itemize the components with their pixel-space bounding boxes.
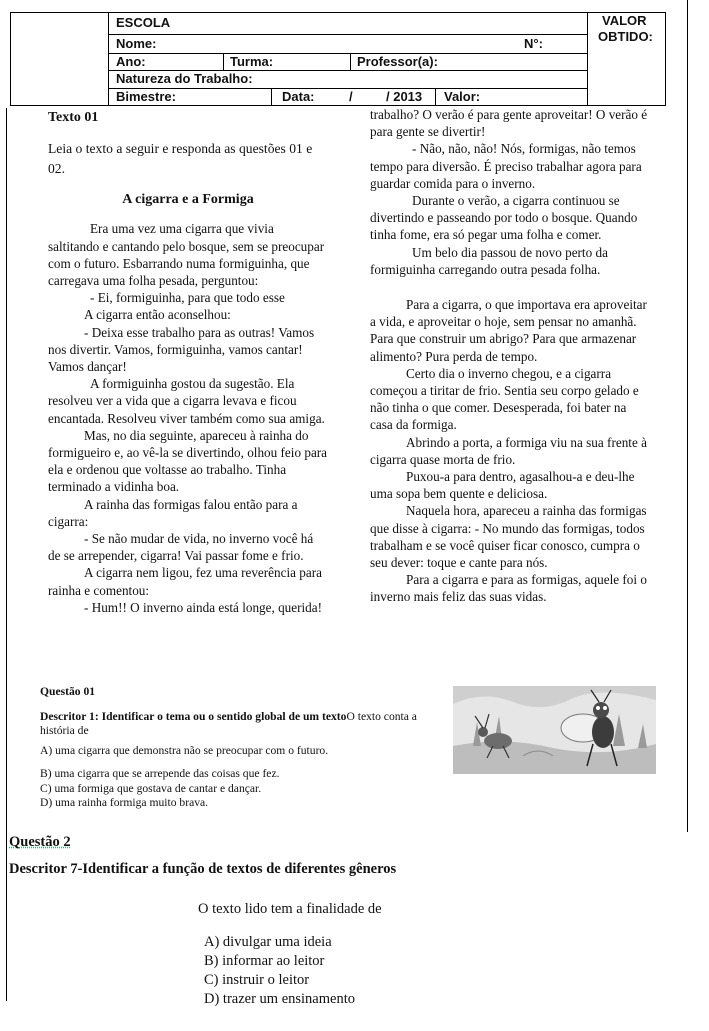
instruction: Leia o texto a seguir e responda as questões 01 e 02.	[48, 141, 313, 177]
question-2-stem: O texto lido tem a finalidade de	[198, 901, 382, 917]
header-divider	[108, 34, 588, 35]
numero-label: N°:	[524, 36, 543, 51]
question-2-title-text: Questão 2	[9, 834, 71, 850]
text-label: Texto 01	[48, 110, 99, 125]
page-border-right	[687, 0, 688, 832]
header-divider	[271, 88, 272, 105]
header-divider	[587, 12, 588, 105]
question-1-option-a[interactable]: A) uma cigarra que demonstra não se preocupar com o futuro.	[40, 743, 329, 757]
ano-label: Ano:	[116, 54, 146, 69]
data-separator: /	[349, 89, 353, 104]
header-divider	[223, 53, 224, 70]
question-2-options	[204, 933, 355, 1009]
question-1-stem: O texto conta a história de	[40, 709, 417, 737]
paragraph: A rainha das formigas falou então para a cigarra:	[48, 496, 298, 529]
header-divider	[350, 53, 351, 70]
paragraph: Naquela hora, apareceu a rainha das formigas que disse à cigarra: - No mundo das formigas, todos trabalham e se você quiser ficar conosco, cumpra o seu dever: toque e cante para nós.	[370, 503, 647, 571]
question-1-descriptor: Descritor 1: Identificar o tema ou o sentido global de um texto	[40, 709, 347, 723]
paragraph: - Ei, formiguinha, para que todo esse	[90, 290, 285, 306]
header-divider	[435, 88, 436, 105]
question-2-option-a[interactable]: A) divulgar uma ideia	[204, 934, 332, 950]
paragraph: Para a cigarra e para as formigas, aquele foi o inverno mais feliz das suas vidas.	[370, 572, 647, 605]
question-2-option-d[interactable]: D) trazer um ensinamento	[204, 991, 355, 1007]
escola-label: ESCOLA	[116, 15, 171, 30]
question-1-title: Questão 01	[40, 685, 96, 698]
paragraph: - Hum!! O inverno ainda está longe, querida!	[84, 599, 323, 615]
valor-obtido-label: OBTIDO:	[598, 29, 653, 44]
turma-label: Turma:	[230, 54, 274, 69]
header-divider	[108, 12, 109, 105]
paragraph: A formiguinha gostou da sugestão. Ela resolveu ver a vida que a cigarra levava e ficou encantada. Resolveu viver também como sua amiga.	[48, 376, 325, 426]
text-column-left	[48, 109, 328, 616]
question-1-option-b[interactable]: B) uma cigarra que se arrepende das coisas que fez.	[40, 767, 280, 780]
data-label: Data:	[282, 89, 315, 104]
header-divider	[108, 53, 588, 54]
question-2-title	[9, 833, 71, 851]
story-title: A cigarra e a Formiga	[122, 192, 254, 208]
paragraph: - Deixa esse trabalho para as outras! Vamos nos divertir. Vamos, formiguinha, vamos cantar! Vamos dançar!	[48, 324, 315, 375]
paragraph: Puxou-a para dentro, agasalhou-a e deu-lhe uma sopa bem quente e deliciosa.	[370, 469, 635, 502]
paragraph: Certo dia o inverno chegou, e a cigarra começou a tiritar de frio. Sentia seu corpo gelado e não tinha o que comer. Desesperada, foi bater na casa da formiga.	[370, 365, 639, 433]
paragraph: - Se não mudar de vida, no inverno você há de se arrepender, cigarra! Vai passar fome e frio.	[48, 531, 314, 564]
question-1-option-d[interactable]: D) uma rainha formiga muito brava.	[40, 796, 209, 809]
natureza-label: Natureza do Trabalho:	[116, 71, 253, 86]
text-column-right	[370, 106, 650, 606]
valor-label: Valor:	[444, 89, 481, 104]
cicada-ant-illustration	[453, 686, 656, 774]
header-divider	[108, 88, 588, 89]
data-year: / 2013	[386, 89, 423, 104]
page-border-left	[6, 108, 7, 1001]
nome-label: Nome:	[116, 36, 157, 51]
paragraph: Era uma vez uma cigarra que vivia saltitando e cantando pelo bosque, sem se preocupar com o futuro. Esbarrando numa formiguinha, que carregava uma folha pesada, perguntou:	[48, 221, 325, 289]
professor-label: Professor(a):	[357, 54, 438, 69]
paragraph: Um belo dia passou de novo perto da formiguinha carregando outra pesada folha.	[370, 244, 608, 277]
paragraph: Para a cigarra, o que importava era aproveitar a vida, e aproveitar o hoje, sem pensar no amanhã. Para que construir um abrigo? Para que armazenar alimento? Pura perda de tempo.	[370, 297, 647, 364]
question-2-option-c[interactable]: C) instruir o leitor	[204, 972, 310, 988]
paragraph: - Não, não, não! Nós, formigas, não temos tempo para diversão. É preciso trabalhar agora para guardar comida para o inverno.	[370, 141, 642, 191]
header-form	[10, 12, 689, 106]
paragraph: A cigarra então aconselhou:	[84, 307, 231, 323]
paragraph: trabalho? O verão é para gente aproveitar! O verão é para gente se divertir!	[370, 107, 648, 140]
bimestre-label: Bimestre:	[116, 89, 176, 104]
question-1-option-c[interactable]: C) uma formiga que gostava de cantar e dançar.	[40, 781, 262, 795]
paragraph: Mas, no dia seguinte, apareceu à rainha do formigueiro e, ao vê-la se divertindo, olhou feio para ela e ordenou que voltasse ao trabalho. Tinha terminado a vidinha boa.	[48, 427, 328, 495]
paragraph: Durante o verão, a cigarra continuou se divertindo e passeando por todo o bosque. Quando tinha fome, era só pegar uma folha e comer.	[370, 193, 638, 243]
question-1	[40, 685, 420, 811]
question-2-descriptor: Descritor 7-Identificar a função de textos de diferentes gêneros	[9, 861, 397, 877]
question-1-descriptor-block	[40, 710, 420, 739]
paragraph: A cigarra nem ligou, fez uma reverência para rainha e comentou:	[48, 565, 322, 598]
paragraph: Abrindo a porta, a formiga viu na sua frente à cigarra quase morta de frio.	[370, 434, 647, 467]
question-2-option-b[interactable]: B) informar ao leitor	[204, 953, 325, 969]
valor-obtido-label: VALOR	[602, 13, 647, 28]
